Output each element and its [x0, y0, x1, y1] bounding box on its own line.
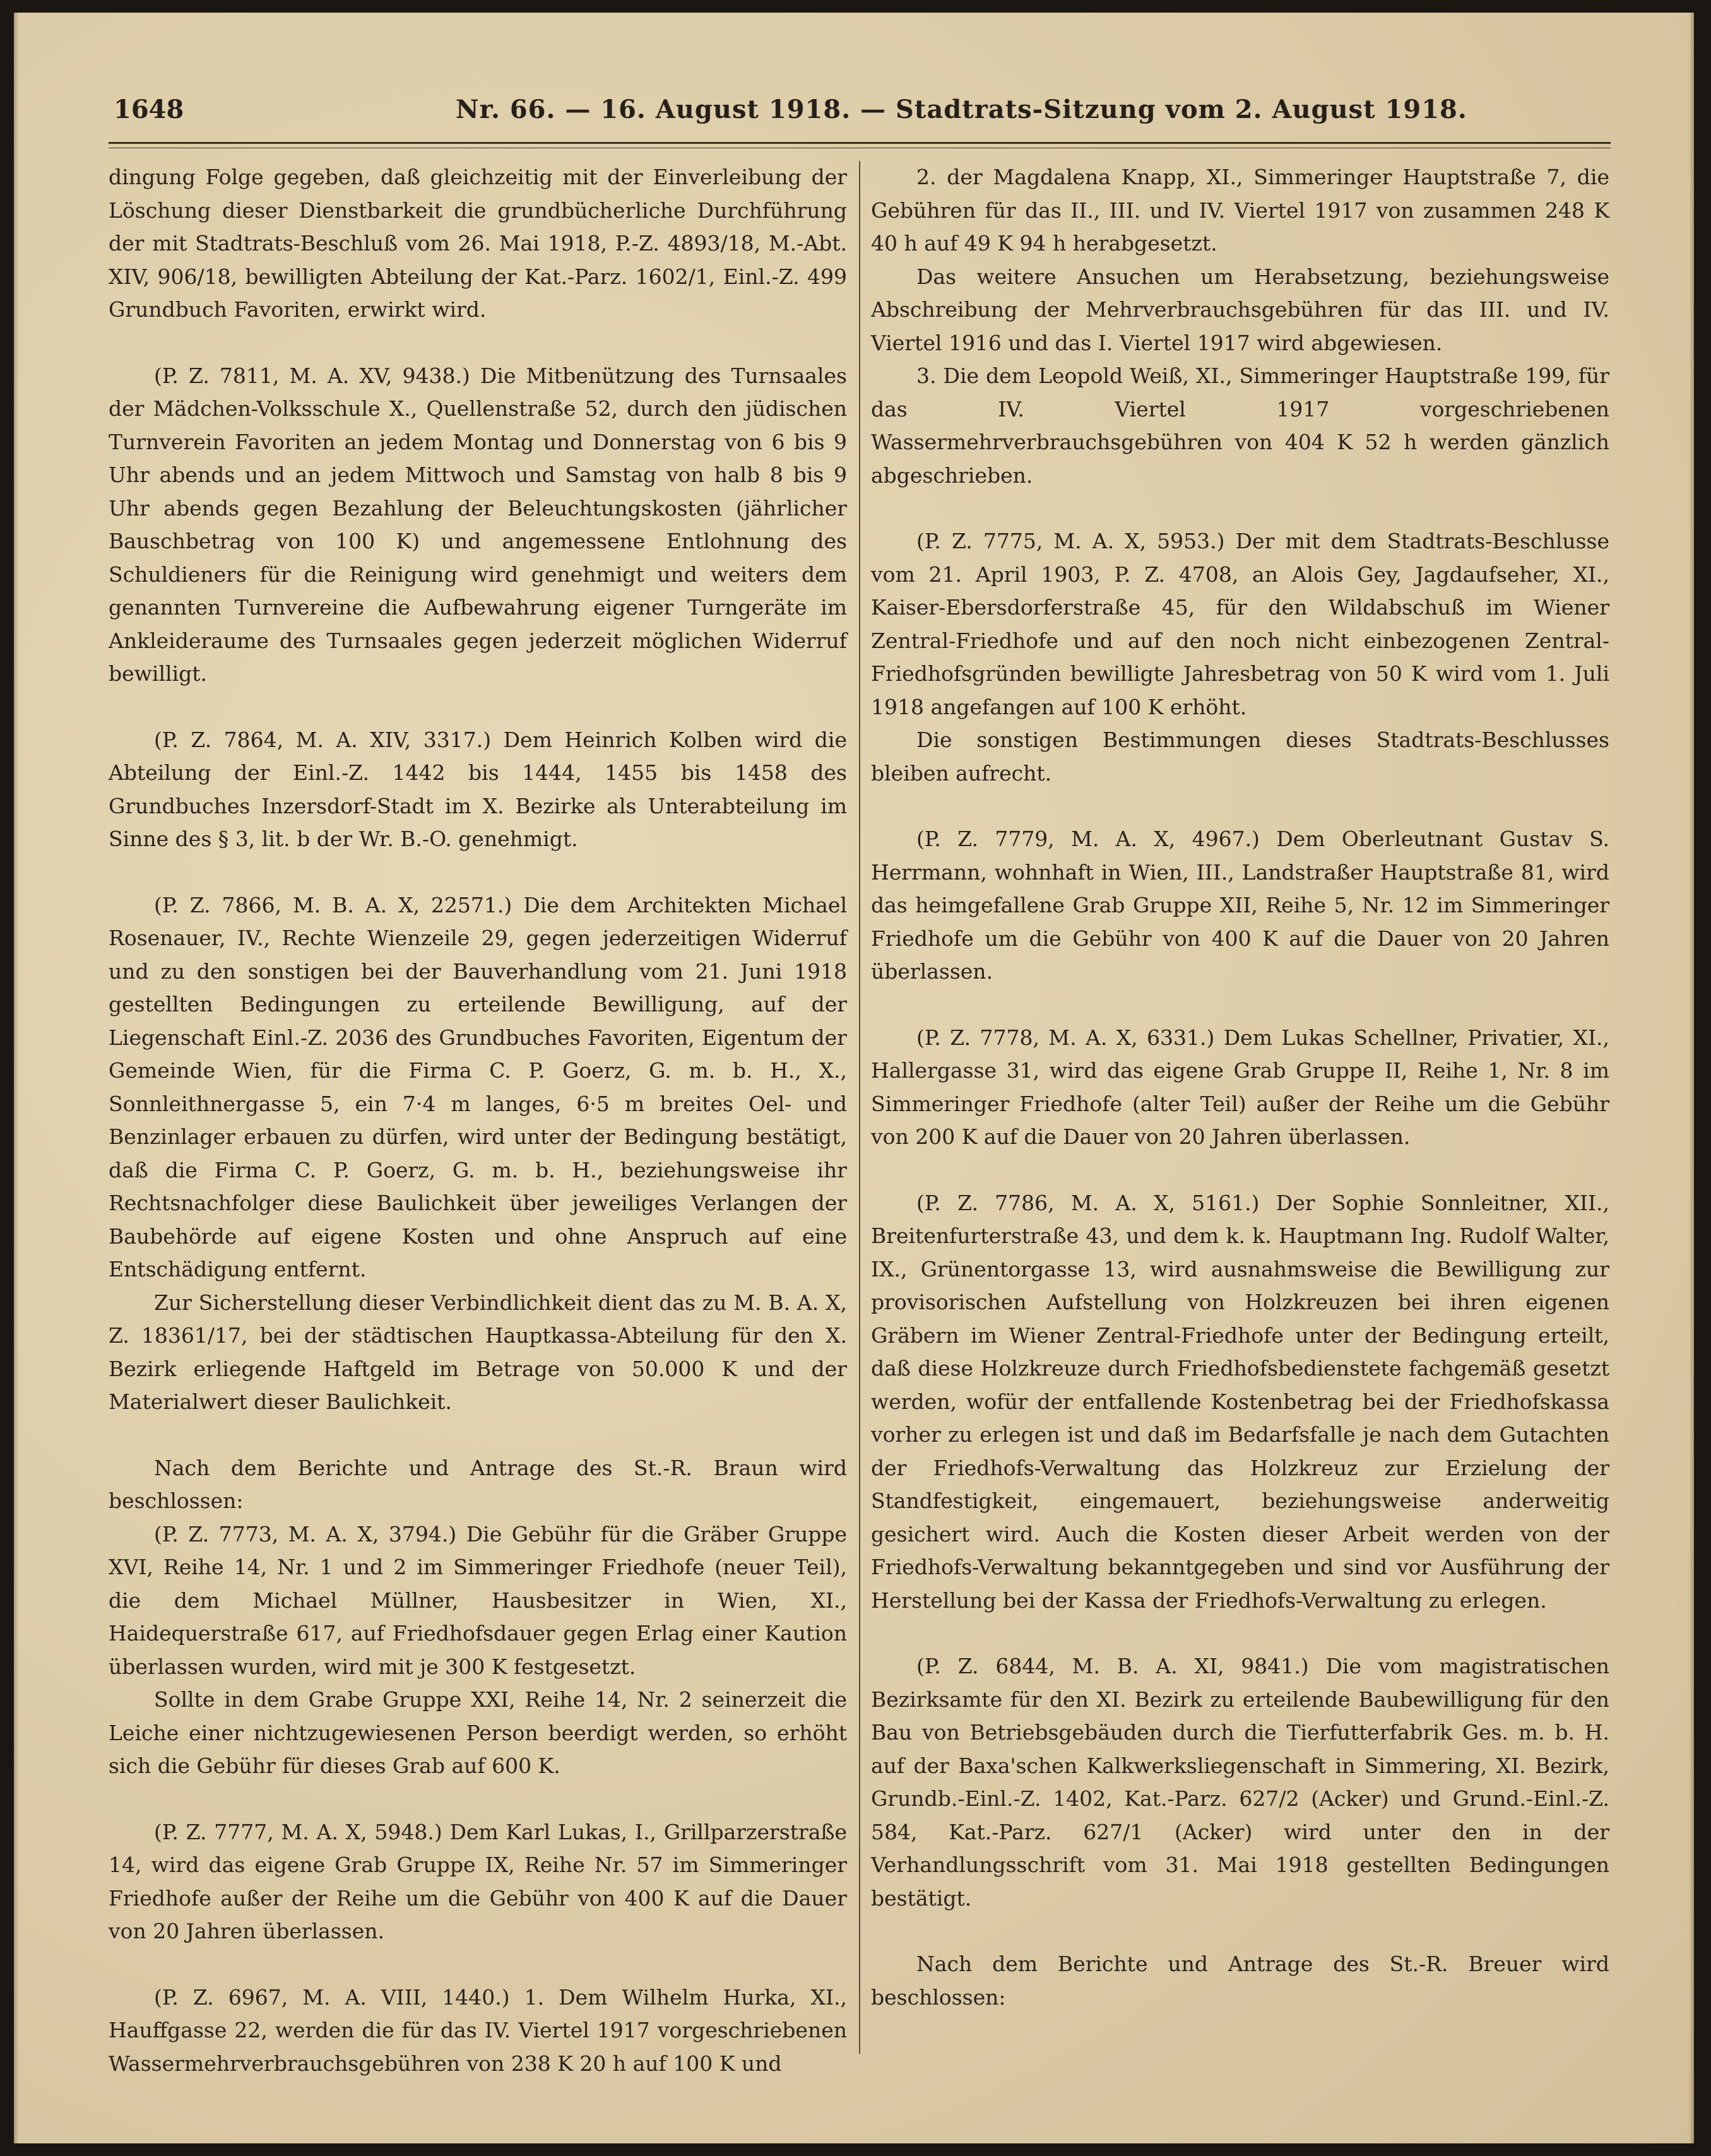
page-header	[14, 76, 1694, 133]
page-edge-shadow	[14, 13, 19, 2143]
paragraph: (P. Z. 6844, M. B. A. XI, 9841.) Die vom magistratischen Bezirksamte für den XI. Bezirk zu erteilende Baubewilligung für den Bau von Betriebsgebäuden durch die Tierfutterfabrik Ges. m. b. H. auf der Baxa'schen Kalkwerksliegenschaft in Simmering, XI. Bezirk, Grundb.-Einl.-Z. 1402, Kat.-Parz. 627/2 (Acker) und Grund.-Einl.-Z. 584, Kat.-Parz. 627/1 (Acker) wird unter den in der Verhandlungsschrift vom 31. Mai 1918 gestellten Bedingungen bestätigt.	[871, 1654, 1609, 1911]
paragraph: Die sonstigen Bestimmungen dieses Stadtrats-Beschlusses bleiben aufrecht.	[871, 728, 1609, 786]
resolution-intro: Nach dem Berichte und Antrage des St.-R. Breuer wird beschlossen:	[871, 1952, 1609, 2010]
paragraph: (P. Z. 7786, M. A. X, 5161.) Der Sophie Sonnleitner, XII., Breitenfurterstraße 43, und dem k. k. Hauptmann Ing. Rudolf Walter, IX., Grünentorgasse 13, wird ausnahmsweise die Bewilligung zur provisorischen Aufstellung von Holzkreuzen bei ihren eigenen Gräbern im Wiener Zentral-Friedhofe unter der Bedingung erteilt, daß diese Holzkreuze durch Friedhofsbedienstete fachgemäß gesetzt werden, wofür der entfallende Kostenbetrag bei der Friedhofskassa vorher zu erlegen ist und daß im Bedarfsfalle je nach dem Gutachten der Friedhofs-Verwaltung das Holzkreuz zur Erzielung der Standfestigkeit, eingemauert, beziehungsweise anderweitig gesichert wird. Auch die Kosten dieser Arbeit werden von der Friedhofs-Verwaltung bekanntgegeben und sind vor Ausführung der Herstellung bei der Kassa der Friedhofs-Verwaltung zu erlegen.	[871, 1190, 1609, 1613]
running-head: Nr. 66. — 16. August 1918. — Stadtrats-Sitzung vom 2. August 1918.	[456, 95, 1467, 124]
paragraph: Das weitere Ansuchen um Herabsetzung, beziehungsweise Abschreibung der Mehrverbrauchsgebühren für das III. und IV. Viertel 1916 und das I. Viertel 1917 wird abgewiesen.	[871, 264, 1609, 355]
paragraph: (P. Z. 7773, M. A. X, 3794.) Die Gebühr für die Gräber Gruppe XVI, Reihe 14, Nr. 1 und 2 im Simmeringer Friedhofe (neuer Teil), die dem Michael Müllner, Hausbesitzer in Wien, XI., Haidequerstraße 617, auf Friedhofsdauer gegen Erlag einer Kaution überlassen wurden, wird mit je 300 K festgesetzt.	[109, 1521, 847, 1679]
paragraph: (P. Z. 6967, M. A. VIII, 1440.) 1. Dem Wilhelm Hurka, XI., Hauffgasse 22, werden die für das IV. Viertel 1917 vorgeschriebenen Wassermehrverbrauchsgebühren von 238 K 20 h auf 100 K und	[109, 1984, 847, 2076]
paragraph: 2. der Magdalena Knapp, XI., Simmeringer Hauptstraße 7, die Gebühren für das II., III. und IV. Viertel 1917 von zusammen 248 K 40 h auf 49 K 94 h herabgesetzt.	[871, 165, 1609, 256]
paragraph: (P. Z. 7864, M. A. XIV, 3317.) Dem Heinrich Kolben wird die Abteilung der Einl.-Z. 1442 bis 1444, 1455 bis 1458 des Grundbuches Inzersdorf-Stadt im X. Bezirke als Unterabteilung im Sinne des § 3, lit. b der Wr. B.-O. genehmigt.	[109, 727, 847, 851]
newspaper-page	[14, 13, 1694, 2143]
right-column	[871, 161, 1609, 2014]
paragraph: Sollte in dem Grabe Gruppe XXI, Reihe 14, Nr. 2 seinerzeit die Leiche einer nichtzugewiesenen Person beerdigt werden, so erhöht sich die Gebühr für dieses Grab auf 600 K.	[109, 1687, 847, 1778]
paragraph: dingung Folge gegeben, daß gleichzeitig mit der Einverleibung der Löschung dieser Dienstbarkeit die grundbücherliche Durchführung der mit Stadtrats-Beschluß vom 26. Mai 1918, P.-Z. 4893/18, M.-Abt. XIV, 906/18, bewilligten Abteilung der Kat.-Parz. 1602/1, Einl.-Z. 499 Grundbuch Favoriten, erwirkt wird.	[109, 165, 847, 322]
paragraph: (P. Z. 7778, M. A. X, 6331.) Dem Lukas Schellner, Privatier, XI., Hallergasse 31, wird das eigene Grab Gruppe II, Reihe 1, Nr. 8 im Simmeringer Friedhofe (alter Teil) außer der Reihe um die Gebühr von 200 K auf die Dauer von 20 Jahren überlassen.	[871, 1025, 1609, 1149]
paragraph: Zur Sicherstellung dieser Verbindlichkeit dient das zu M. B. A. X, Z. 18361/17, bei der städtischen Hauptkassa-Abteilung für den X. Bezirk erliegende Haftgeld im Betrage von 50.000 K und der Materialwert dieser Baulichkeit.	[109, 1290, 847, 1414]
resolution-intro: Nach dem Berichte und Antrage des St.-R. Braun wird beschlossen:	[109, 1455, 847, 1513]
paragraph: (P. Z. 7811, M. A. XV, 9438.) Die Mitbenützung des Turnsaales der Mädchen-Volksschule X., Quellenstraße 52, durch den jüdischen Turnverein Favoriten an jedem Montag und Donnerstag von 6 bis 9 Uhr abends und an jedem Mittwoch und Samstag von halb 8 bis 9 Uhr abends gegen Bezahlung der Beleuchtungskosten (jährlicher Bauschbetrag von 100 K) und angemessene Entlohnung des Schuldieners für die Reinigung wird genehmigt und weiters dem genannten Turnvereine die Aufbewahrung eigener Turngeräte im Ankleideraume des Turnsaales gegen jederzeit möglichen Widerruf bewilligt.	[109, 363, 847, 686]
page-number: 1648	[114, 95, 184, 124]
column-divider	[859, 161, 860, 2054]
paragraph: (P. Z. 7866, M. B. A. X, 22571.) Die dem Architekten Michael Rosenauer, IV., Rechte Wienzeile 29, gegen jederzeitigen Widerruf und zu den sonstigen bei der Bauverhandlung vom 21. Juni 1918 gestellten Bedingungen zu erteilende Bewilligung, auf der Liegenschaft Einl.-Z. 2036 des Grundbuches Favoriten, Eigentum der Gemeinde Wien, für die Firma C. P. Goerz, G. m. b. H., X., Sonnleithnergasse 5, ein 7·4 m langes, 6·5 m breites Oel- und Benzinlager erbauen zu dürfen, wird unter der Bedingung bestätigt, daß die Firma C. P. Goerz, G. m. b. H., beziehungsweise ihr Rechtsnachfolger diese Baulichkeit über jeweiliges Verlangen der Baubehörde auf eigene Kosten und ohne Anspruch auf eine Entschädigung entfernt.	[109, 892, 847, 1281]
paragraph: 3. Die dem Leopold Weiß, XI., Simmeringer Hauptstraße 199, für das IV. Viertel 1917 vorgeschriebenen Wassermehrverbrauchsgebühren von 404 K 52 h werden gänzlich abgeschrieben.	[871, 363, 1609, 488]
paragraph: (P. Z. 7777, M. A. X, 5948.) Dem Karl Lukas, I., Grillparzerstraße 14, wird das eigene Grab Gruppe IX, Reihe Nr. 57 im Simmeringer Friedhofe außer der Reihe um die Gebühr von 400 K auf die Dauer von 20 Jahren überlassen.	[109, 1819, 847, 1943]
paragraph: (P. Z. 7779, M. A. X, 4967.) Dem Oberleutnant Gustav S. Herrmann, wohnhaft in Wien, III., Landstraßer Hauptstraße 81, wird das heimgefallene Grab Gruppe XII, Reihe 5, Nr. 12 im Simmeringer Friedhofe um die Gebühr von 400 K auf die Dauer von 20 Jahren überlassen.	[871, 827, 1609, 984]
left-column	[109, 161, 847, 2080]
header-rule	[109, 142, 1611, 148]
page-edge-shadow	[1689, 13, 1694, 2143]
paragraph: (P. Z. 7775, M. A. X, 5953.) Der mit dem Stadtrats-Beschlusse vom 21. April 1903, P. Z. 4708, an Alois Gey, Jagdaufseher, XI., Kaiser-Ebersdorferstraße 45, für den Wildabschuß im Wiener Zentral-Friedhofe und auf den noch nicht einbezogenen Zentral-Friedhofsgründen bewilligte Jahresbetrag von 50 K wird vom 1. Juli 1918 angefangen auf 100 K erhöht.	[871, 529, 1609, 719]
